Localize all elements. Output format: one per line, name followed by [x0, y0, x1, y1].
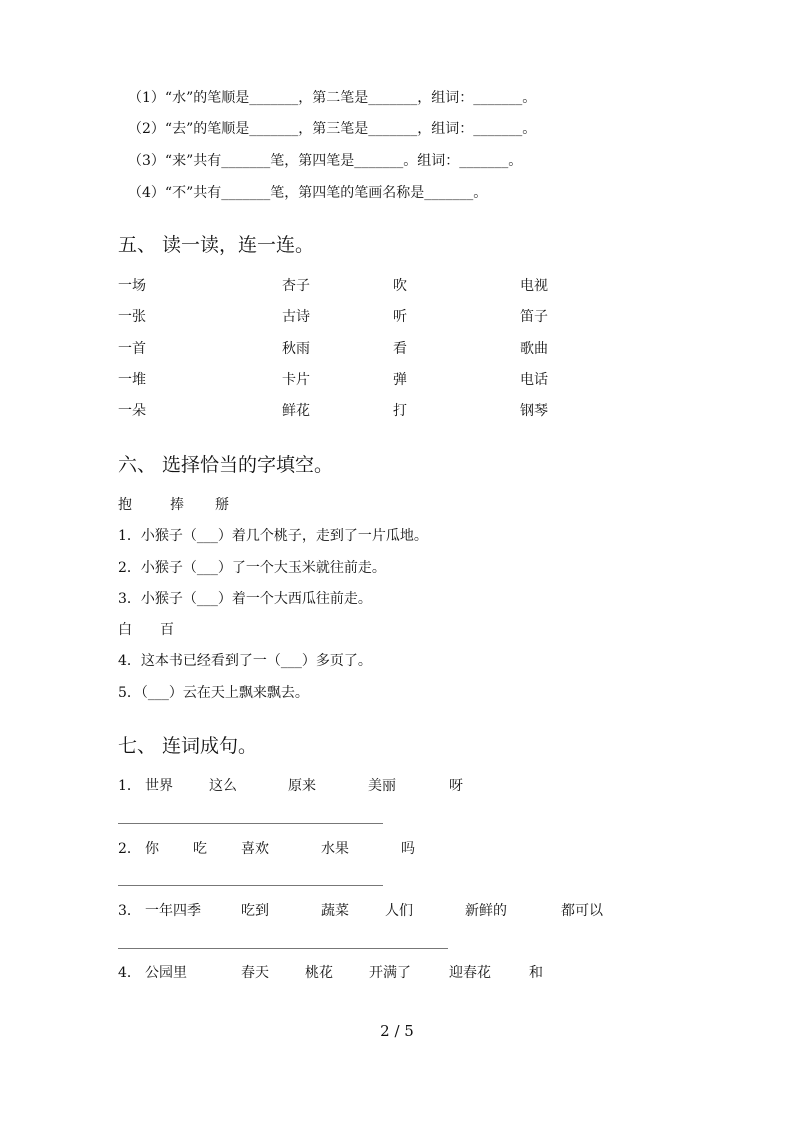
match-left-word: 一堆	[118, 372, 146, 388]
sentence-word: 和	[529, 965, 543, 981]
answer-line[interactable]	[118, 885, 383, 886]
match-noun-word: 秋雨	[282, 341, 310, 357]
sentence-word: 呀	[449, 778, 463, 794]
sentence-word: 喜欢	[241, 841, 269, 857]
match-verb-word: 打	[393, 403, 407, 419]
choice-char: 白	[118, 622, 132, 638]
sentence-word: 桃花	[305, 965, 333, 981]
sentence-word: 新鲜的	[465, 903, 507, 919]
sentence-word: 你	[145, 841, 159, 857]
match-verb-word: 吹	[393, 278, 407, 294]
sentence-word: 美丽	[368, 778, 396, 794]
choice-char: 捧	[170, 497, 184, 513]
match-left-word: 一朵	[118, 403, 146, 419]
choice-char: 抱	[118, 497, 132, 513]
match-verb-word: 弹	[393, 372, 407, 388]
fill-blank-item: 1．小猴子（___）着几个桃子，走到了一片瓜地。	[118, 528, 428, 544]
match-verb-word: 听	[393, 309, 407, 325]
match-object-word: 电话	[520, 372, 548, 388]
match-left-word: 一首	[118, 341, 146, 357]
match-object-word: 笛子	[520, 309, 548, 325]
sentence-word: 迎春花	[449, 965, 491, 981]
fill-blank-item: 3．小猴子（___）着一个大西瓜往前走。	[118, 591, 372, 607]
match-noun-word: 卡片	[282, 372, 310, 388]
sentence-number: 1．	[118, 778, 141, 794]
sentence-word: 世界	[145, 778, 173, 794]
match-object-word: 电视	[520, 278, 548, 294]
sentence-number: 4．	[118, 965, 141, 981]
fill-blank-item: 2．小猴子（___）了一个大玉米就往前走。	[118, 560, 386, 576]
section-6-title: 六、 选择恰当的字填空。	[118, 454, 334, 476]
sentence-word: 原来	[288, 778, 316, 794]
choice-char: 掰	[215, 497, 229, 513]
fill-blank-item: 5．（___）云在天上飘来飘去。	[118, 685, 309, 701]
match-left-word: 一张	[118, 309, 146, 325]
match-noun-word: 古诗	[282, 309, 310, 325]
match-object-word: 歌曲	[520, 341, 548, 357]
answer-line[interactable]	[118, 948, 448, 949]
stroke-question-3: （3）“来”共有_______笔，第四笔是_______。组词：_______。	[128, 153, 523, 169]
sentence-word: 吃到	[241, 903, 269, 919]
section-5-title: 五、 读一读，连一连。	[118, 234, 315, 256]
fill-blank-item: 4．这本书已经看到了一（___）多页了。	[118, 653, 372, 669]
section-7-title: 七、 连词成句。	[118, 735, 258, 757]
sentence-word: 吗	[401, 841, 415, 857]
match-verb-word: 看	[393, 341, 407, 357]
sentence-number: 2．	[118, 841, 141, 857]
match-noun-word: 杏子	[282, 278, 310, 294]
answer-line[interactable]	[118, 823, 383, 824]
sentence-word: 开满了	[369, 965, 411, 981]
stroke-question-1: （1）“水”的笔顺是_______，第二笔是_______，组词：_______。	[128, 90, 537, 106]
stroke-question-4: （4）“不”共有_______笔，第四笔的笔画名称是_______。	[128, 185, 488, 201]
sentence-word: 春天	[241, 965, 269, 981]
stroke-question-2: （2）“去”的笔顺是_______，第三笔是_______，组词：_______。	[128, 121, 537, 137]
match-noun-word: 鲜花	[282, 403, 310, 419]
sentence-word: 一年四季	[145, 903, 201, 919]
choice-char: 百	[160, 622, 174, 638]
match-left-word: 一场	[118, 278, 146, 294]
sentence-word: 这么	[209, 778, 237, 794]
sentence-word: 都可以	[561, 903, 603, 919]
sentence-word: 人们	[385, 903, 413, 919]
sentence-word: 吃	[193, 841, 207, 857]
sentence-number: 3．	[118, 903, 141, 919]
page-number: 2 / 5	[380, 1022, 414, 1040]
match-object-word: 钢琴	[520, 403, 548, 419]
sentence-word: 水果	[321, 841, 349, 857]
sentence-word: 蔬菜	[321, 903, 349, 919]
sentence-word: 公园里	[145, 965, 187, 981]
